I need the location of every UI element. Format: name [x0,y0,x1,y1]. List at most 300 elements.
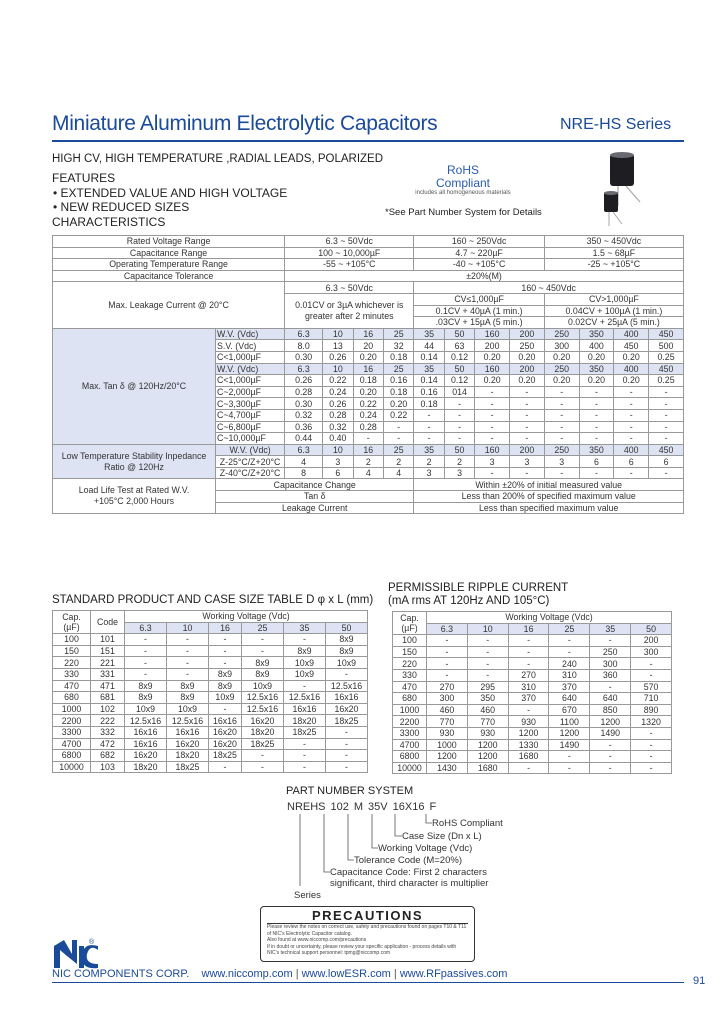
cell: - [549,762,590,774]
cell: 250 [544,444,579,456]
cell: Leakage Current [216,502,414,514]
cell: 10 [323,444,353,456]
cell: 300 [427,693,468,705]
cell: 8x9 [125,692,167,704]
cell: 0.26 [285,375,323,387]
cell: 4 [285,456,323,468]
cell: - [208,761,241,773]
cell: 44 [414,340,444,352]
cell: 0.18 [383,386,413,398]
cell: 360 [590,669,631,681]
cell: - [579,398,614,410]
cell: 331 [91,668,125,680]
cell: 150 [53,645,91,657]
row-label: Operating Temperature Range [53,259,285,271]
rohs-badge [408,164,518,197]
table-row [53,715,368,727]
cell: 20 [353,340,383,352]
cell: 16 [353,444,383,456]
cell: 50 [325,622,367,634]
cell: - [467,658,508,670]
cell: 12.5x16 [283,692,325,704]
separator: | [295,968,299,980]
cell: - [166,668,208,680]
cell: - [544,409,579,421]
cell: - [208,645,241,657]
cell: - [544,386,579,398]
cell: 680 [53,692,91,704]
cell: 400 [614,328,649,340]
cell: - [579,433,614,445]
cell: 4700 [393,739,427,751]
cell: 25 [383,444,413,456]
cell: - [579,467,614,479]
cell: 3300 [393,727,427,739]
table-row [393,704,672,716]
cell: 0.28 [285,386,323,398]
cell: - [325,668,367,680]
table-row [53,692,368,704]
cell: 0.20 [353,386,383,398]
cell: - [325,726,367,738]
cell: 310 [549,669,590,681]
cell: 850 [590,704,631,716]
cell: 35 [414,363,444,375]
table-row [393,739,672,751]
table-row [393,635,672,647]
cell: - [579,386,614,398]
cell: 0.20 [510,375,545,387]
cell: 63 [444,340,474,352]
cell: - [208,657,241,669]
cell: - [444,421,474,433]
footer [52,968,507,980]
cell: 3 [414,467,444,479]
cell: 0.22 [353,398,383,410]
cell: 6.3 [285,328,323,340]
cell: - [444,433,474,445]
rohs-note: includes all homogeneous materials [415,190,511,196]
table-row [393,727,672,739]
cell: - [208,703,241,715]
cell: 3 [444,467,474,479]
series-name: NRE-HS Series [560,116,672,133]
cell: 0.20 [475,351,510,363]
cell: 6 [614,456,649,468]
cell: 3 [323,456,353,468]
cell: 25 [383,328,413,340]
pn-label-rohs: RoHS Compliant [432,818,503,829]
volts-row [393,623,672,635]
rated-voltage-row [53,236,684,248]
cell: 350 [579,363,614,375]
cell: 6800 [393,751,427,763]
cell: 35 [590,623,631,635]
cell: Less than 200% of specified maximum value [414,491,684,503]
cell: - [414,433,444,445]
cell: C~6,800µF [216,421,285,433]
ripple-rows [393,635,672,774]
cell: 470 [53,680,91,692]
cell: - [510,433,545,445]
cell: - [510,386,545,398]
cell: 10 [323,363,353,375]
cell: 300 [590,658,631,670]
table-row [53,668,368,680]
pn-size: 16X16 [392,801,425,813]
ripple-table [392,611,672,774]
cell: 50 [631,623,672,635]
row-label: Capacitance Range [53,247,285,259]
cell: C<1,000µF [216,351,285,363]
cell: - [579,421,614,433]
cell: 0.18 [383,351,413,363]
cell: 0.18 [353,375,383,387]
cell: 200 [631,635,672,647]
cell: 0.20 [579,351,614,363]
cell: 300 [631,646,672,658]
table-row [393,646,672,658]
cell: 270 [508,669,549,681]
cell: 16x20 [208,726,241,738]
cell: - [549,646,590,658]
cell: - [508,635,549,647]
characteristics-table [52,235,684,514]
cell: 0.30 [285,351,323,363]
pn-tol: M [353,801,364,813]
cell: 8.0 [285,340,323,352]
cell: 16 [353,363,383,375]
cell: 10x9 [125,703,167,715]
cell: - [475,467,510,479]
cell: - [414,409,444,421]
table-row [53,657,368,669]
tan-delta-section [53,328,684,444]
cell: 1200 [467,751,508,763]
cell: 470 [393,681,427,693]
cell: 460 [467,704,508,716]
link-rfpassives[interactable]: www.RFpassives.com [399,968,508,980]
cell: 1200 [467,739,508,751]
cell: - [414,421,444,433]
cell: 10000 [393,762,427,774]
cell: CV>1,000µF [544,293,683,305]
cell: 250 [590,646,631,658]
cell: 12.5x16 [325,680,367,692]
header-rule [52,140,684,142]
cell: 200 [475,340,510,352]
cell: - [549,751,590,763]
cell: 8x9 [325,645,367,657]
cell: - [590,681,631,693]
cell: 681 [91,692,125,704]
page-title: Miniature Aluminum Electrolytic Capacitors [52,112,438,135]
cell: 0.25 [649,375,684,387]
cell: 2 [383,456,413,468]
cell: 2 [414,456,444,468]
cell: 35 [414,328,444,340]
cell: 35 [414,444,444,456]
cell: 0.30 [285,398,323,410]
cell: 200 [510,328,545,340]
cell: 0.26 [323,351,353,363]
cell: 1000 [53,703,91,715]
cell: 16x16 [166,726,208,738]
cell: - [631,658,672,670]
characteristics-heading: CHARACTERISTICS [52,214,166,229]
pn-title: PART NUMBER SYSTEM [286,785,414,797]
cell: 8x9 [166,692,208,704]
cell: 12.5x16 [241,692,283,704]
cell: 12.5x16 [125,715,167,727]
cell: 103 [91,761,125,773]
row-label: Rated Voltage Range [53,236,285,248]
cell: 400 [614,444,649,456]
cell: - [283,680,325,692]
cell: 16x20 [241,715,283,727]
cell: - [353,433,383,445]
cell: 50 [444,328,474,340]
cell: - [467,646,508,658]
header-wv: Working Voltage (Vdc) [125,611,368,623]
cell: C<1,000µF [216,375,285,387]
cell: - [166,657,208,669]
cell: C~4,700µF [216,409,285,421]
cell: 460 [427,704,468,716]
cell: - [508,658,549,670]
cell: 16x16 [283,703,325,715]
cell: 450 [649,328,684,340]
cell: 50 [444,444,474,456]
cell: - [544,421,579,433]
cell: Less than specified maximum value [414,502,684,514]
cell: - [241,645,283,657]
pn-label-capcode-2: significant, third character is multiplier [330,878,489,889]
cell: 160 [475,444,510,456]
features-block [52,171,287,229]
cell: - [579,409,614,421]
cell: ±20%(M) [285,270,684,282]
rohs-line1: RoHS [446,163,479,177]
cell: - [467,669,508,681]
cell: 930 [508,716,549,728]
cell: 6.3 [125,622,167,634]
cell: 0.20 [475,375,510,387]
cell: 4.7 ~ 220µF [414,247,544,259]
cell: 2200 [393,716,427,728]
cell: 0.20 [614,351,649,363]
cell: 10x9 [208,692,241,704]
cell: 10x9 [241,680,283,692]
cell: - [427,635,468,647]
cell: 682 [91,750,125,762]
cell: 0.22 [323,375,353,387]
pn-cap: 102 [330,801,349,813]
link-niccomp[interactable]: www.niccomp.com [201,968,293,980]
cell: 680 [393,693,427,705]
cell: 10 [323,328,353,340]
cell: 270 [427,681,468,693]
cell: - [631,762,672,774]
pn-label-case: Case Size (Dn x L) [402,831,482,842]
cell: - [475,386,510,398]
cell: - [549,635,590,647]
cell: 1000 [427,739,468,751]
cell: - [125,657,167,669]
cell: 2 [444,456,474,468]
cell: 710 [631,693,672,705]
table-row [53,634,368,646]
table-row [393,762,672,774]
link-lowesr[interactable]: www.lowESR.com [301,968,391,980]
cell: 500 [649,340,684,352]
cell: 6800 [53,750,91,762]
cell: 014 [444,386,474,398]
cell: 6.3 [427,623,468,635]
cell: W.V. (Vdc) [216,363,285,375]
precaution-line: NIC's technical support personnel: tpmg@niccomp.com [267,950,391,956]
row-label: Max. Leakage Current @ 20°C [53,282,285,328]
cell: 16x20 [125,750,167,762]
cell: 18x25 [325,715,367,727]
cell: 10x9 [325,657,367,669]
cell: - [649,398,684,410]
cell: 6.3 ~ 50Vdc [285,282,414,294]
cell: 1490 [590,727,631,739]
cell: 16x16 [325,692,367,704]
cell: 0.24 [353,409,383,421]
cell: 240 [549,658,590,670]
cell: - [510,467,545,479]
cell: 160 ~ 250Vdc [414,236,544,248]
cell: - [544,467,579,479]
cell: 2 [353,456,383,468]
cell: 0.16 [414,386,444,398]
cell: 350 ~ 450Vdc [544,236,683,248]
cell: - [590,635,631,647]
cell: 8x9 [208,680,241,692]
cell: - [241,634,283,646]
cell: 890 [631,704,672,716]
cell: - [325,738,367,750]
cell: - [614,421,649,433]
cell: 100 [393,635,427,647]
std-product-table [52,610,368,773]
life-row [53,479,684,491]
cell: 3 [510,456,545,468]
cell: 16x16 [125,726,167,738]
pn-series: NREHS [287,801,326,813]
cell: 1.5 ~ 68µF [544,247,683,259]
cell: 0.14 [414,351,444,363]
cell: 0.22 [383,409,413,421]
cell: 310 [508,681,549,693]
cell: 25 [241,622,283,634]
precautions-box [260,906,475,962]
ripple-heading [388,582,568,608]
feature-item: • NEW REDUCED SIZES [53,200,190,214]
cell: - [614,433,649,445]
cell: 18x20 [125,761,167,773]
cell: 8x9 [241,668,283,680]
cell: - [427,669,468,681]
cell: 8x9 [283,645,325,657]
cell: - [631,739,672,751]
cell: 10000 [53,761,91,773]
cell: 295 [467,681,508,693]
cell: 6.3 [285,363,323,375]
cell: -40 ~ +105°C [414,259,544,271]
cell: 330 [393,669,427,681]
cell: 8x9 [241,657,283,669]
cell: - [241,750,283,762]
cell: 0.28 [323,409,353,421]
table-row [53,680,368,692]
cell: - [475,409,510,421]
cell: - [649,409,684,421]
cell: - [590,751,631,763]
cell: - [444,398,474,410]
cell: 16x20 [166,738,208,750]
precaution-line: Also found at www.niccomp.com/precautions [267,937,367,943]
cell: 0.26 [323,398,353,410]
cell: - [614,386,649,398]
cell: 16 [208,622,241,634]
table-row [53,645,368,657]
cell: 570 [631,681,672,693]
cell: 1680 [467,762,508,774]
table-row [393,681,672,693]
cell: - [283,634,325,646]
cell: - [508,762,549,774]
cell: 472 [91,738,125,750]
feature-item: • EXTENDED VALUE AND HIGH VOLTAGE [53,185,288,200]
cell: 471 [91,680,125,692]
company-name: NIC COMPONENTS CORP. [52,968,190,980]
cell: - [614,398,649,410]
cell: W.V. (Vdc) [216,328,285,340]
cell: 1200 [549,727,590,739]
cell: 25 [383,363,413,375]
header-cap: Cap. (µF) [393,612,427,635]
cell: 0.40 [323,433,353,445]
cell: 0.24 [323,386,353,398]
cell: 1200 [508,727,549,739]
row-label: Load Life Test at Rated W.V. +105°C 2,000 Hours [53,479,216,514]
cell: 370 [508,693,549,705]
pn-label-voltage: Working Voltage (Vdc) [378,843,473,854]
row-label: Max. Tan δ @ 120Hz/20°C [53,328,216,444]
cell: - [166,634,208,646]
cell: -55 ~ +105°C [285,259,414,271]
cell: - [475,433,510,445]
cell: 8 [285,467,323,479]
cell: - [614,409,649,421]
cell: 0.01CV or 3µA whichever is greater after 2 minutes [285,293,414,328]
cell: - [325,750,367,762]
cell: - [649,433,684,445]
pn-label-tolerance: Tolerance Code (M=20%) [354,855,462,866]
cell: 100 ~ 10,000µF [285,247,414,259]
cell: 10x9 [166,703,208,715]
cell: 12.5x16 [241,703,283,715]
cell: - [631,727,672,739]
cell: 18x20 [241,726,283,738]
cell: Within ±20% of initial measured value [414,479,684,491]
cell: 101 [91,634,125,646]
cell: 1200 [427,751,468,763]
cell: 640 [549,693,590,705]
